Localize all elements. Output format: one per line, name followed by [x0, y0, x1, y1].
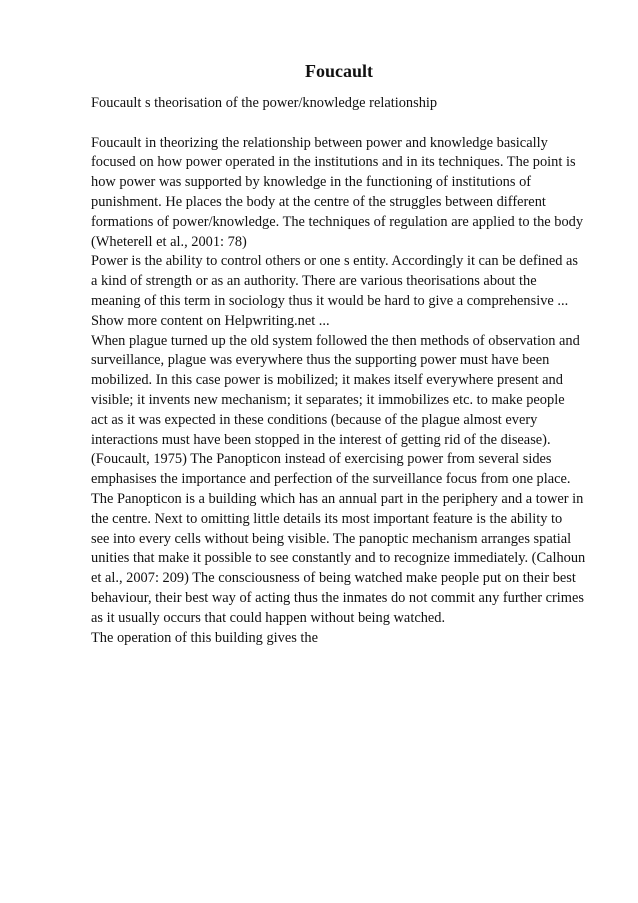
text-line: as it usually occurs that could happen without being watched. [91, 609, 446, 626]
text-line: focused on how power operated in the institutions and in its techniques. The point is [91, 154, 576, 171]
text-line: et al., 2007: 209) The consciousness of being watched make people put on their best [91, 570, 576, 587]
paragraph-gap [91, 114, 601, 134]
text-line: (Foucault, 1975) The Panopticon instead of exercising power from several sides [91, 451, 552, 468]
text-line: how power was supported by knowledge in the functioning of institutions of [91, 174, 532, 191]
text-line: (Wheterell et al., 2001: 78) [91, 233, 247, 250]
text-line: meaning of this term in sociology thus it would be hard to give a comprehensive ... [91, 292, 569, 309]
text-line: the centre. Next to omitting little details its most important feature is the ability to [91, 510, 563, 527]
text-line: Foucault in theorizing the relationship between power and knowledge basically [91, 134, 548, 151]
text-line: formations of power/knowledge. The techniques of regulation are applied to the body [91, 213, 584, 230]
show-more-link[interactable]: Show more content on Helpwriting.net ... [91, 312, 330, 329]
text-line: emphasises the importance and perfection of the surveillance focus from one place. [91, 471, 571, 488]
text-line: act as it was expected in these conditions (because of the plague almost every [91, 411, 538, 428]
text-line: unities that make it possible to see constantly and to recognize immediately. (Calhoun [91, 550, 586, 567]
text-line: interactions must have been stopped in the interest of getting rid of the disease). [91, 431, 551, 448]
text-line: The operation of this building gives the [91, 629, 319, 646]
text-line: surveillance, plague was everywhere thus the supporting power must have been [91, 352, 550, 369]
text-line: Power is the ability to control others or one s entity. Accordingly it can be defined as [91, 253, 579, 270]
text-line: The Panopticon is a building which has an annual part in the periphery and a tower in [91, 490, 584, 507]
document-subtitle: Foucault s theorisation of the power/knowledge relationship [91, 95, 438, 111]
document-title: Foucault [304, 61, 373, 81]
text-line: mobilized. In this case power is mobilized; it makes itself everywhere present and [91, 372, 563, 389]
text-line: When plague turned up the old system followed the then methods of observation and [91, 332, 580, 349]
text-line: visible; it invents new mechanism; it separates; it immobilizes etc. to make people [91, 391, 565, 408]
text-line: behaviour, their best way of acting thus the inmates do not commit any further crimes [91, 589, 584, 606]
text-line: a kind of strength or as an authority. There are various theorisations about the [91, 273, 537, 290]
document-body [91, 94, 601, 648]
text-line: see into every cells without being visible. The panoptic mechanism arranges spatial [91, 530, 572, 547]
text-line: punishment. He places the body at the centre of the struggles between different [91, 193, 546, 210]
